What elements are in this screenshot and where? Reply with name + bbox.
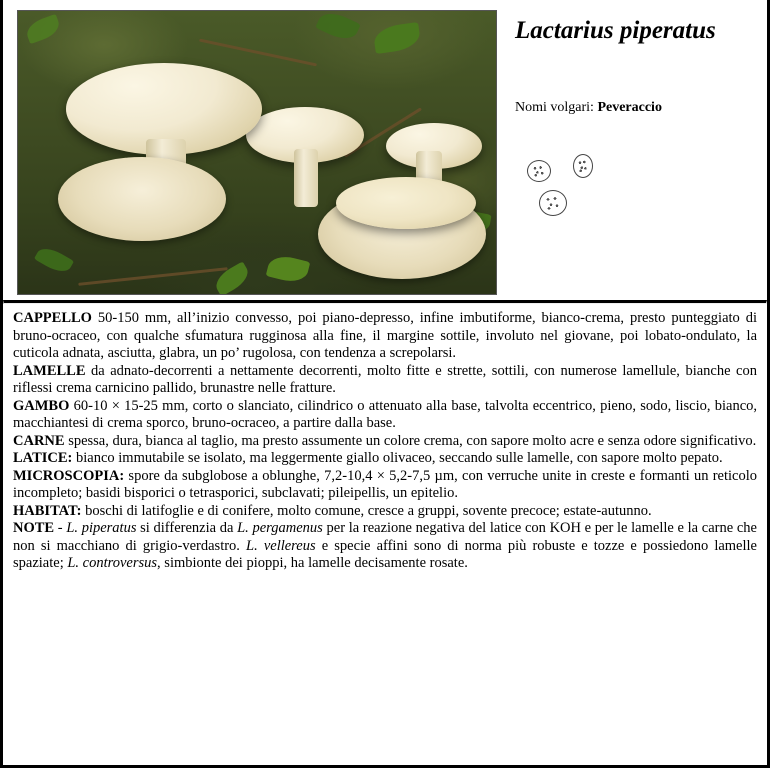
description-text: bianco immutabile se isolato, ma leggermente giallo olivaceo, seccando sulle lamelle, con sapore molto pepato.: [72, 450, 723, 466]
description-paragraph: [13, 468, 757, 503]
note-seg: e specie affini sono di norma più robuste e tozze e possiedono lamelle spaziate;: [13, 537, 757, 571]
leaf-decoration: [266, 253, 311, 286]
spore-drawing: [539, 190, 567, 216]
title-block: [515, 10, 765, 244]
note-paragraph: [13, 520, 757, 573]
leaf-decoration: [372, 22, 421, 54]
common-name-value: Peveraccio: [597, 100, 662, 115]
twig-decoration: [199, 39, 317, 67]
description-text: 50-150 mm, all’inizio convesso, poi piano-depresso, infine imbutiforme, bianco-crema, presto punteggiato di bruno-ocraceo, con qualche sfumatura rugginosa alla fine, il margine sottile, involuto nel giovane, poi lobato-ondulato, la cuticola adnata, asciutta, glabra, un po’ rugolosa, con tendenza a screpolarsi.: [13, 310, 757, 361]
description-paragraph: [13, 310, 757, 363]
photo-background: [18, 11, 496, 294]
description-text: spore da subglobose a oblunghe, 7,2-10,4 × 5,2-7,5 µm, con verruche unite in creste e formanti un reticolo incompleto; basidi bisporici o tetrasporici, subclavati; pileipellis, un epitelio.: [13, 467, 757, 501]
note-species: L. controversus: [67, 555, 158, 571]
page-title: Lactarius piperatus: [515, 17, 716, 44]
note-species: L. pergamenus: [237, 520, 323, 536]
mushroom-stem: [294, 149, 318, 207]
mushroom-gills: [58, 157, 226, 241]
description-label: LATICE:: [13, 450, 73, 466]
description-text: 60-10 × 15-25 mm, corto o slanciato, cilindrico o attenuato alla base, talvolta eccentrico, pieno, sodo, liscio, bianco, macchiantesi di crema sporco, bruno-ocraceo, a partire dalla base.: [13, 397, 757, 431]
description-text: da adnato-decorrenti a nettamente decorrenti, molto fitte e strette, sottili, con numerose lamellule, bianche con riflessi crema carnicino pallido, brunastre nelle fratture.: [13, 362, 757, 396]
description-paragraph: [13, 398, 757, 433]
header-section: [3, 0, 767, 300]
note-species: L. vellereus: [246, 537, 316, 554]
common-name-label: Nomi volgari:: [515, 100, 594, 115]
description-label: HABITAT:: [13, 502, 82, 519]
note-seg: , simbionte dei pioppi, ha lamelle decisamente rosate.: [157, 555, 468, 571]
description-label: MICROSCOPIA:: [13, 467, 125, 484]
spore-illustrations: [515, 154, 745, 244]
description-paragraph: [13, 450, 757, 468]
note-species: L. piperatus: [66, 520, 137, 536]
note-seg: si differenzia da: [136, 520, 238, 536]
common-name-line: [515, 100, 765, 116]
spore-drawing: [527, 160, 551, 182]
species-photo: [17, 10, 497, 295]
description-section: [3, 304, 767, 573]
description-label: CARNE: [13, 432, 65, 449]
leaf-decoration: [315, 10, 361, 44]
leaf-decoration: [211, 261, 252, 295]
description-label: LAMELLE: [13, 362, 86, 379]
description-paragraph: [13, 433, 757, 451]
leaf-decoration: [24, 14, 63, 44]
note-label: NOTE: [13, 520, 55, 536]
description-paragraph: [13, 363, 757, 398]
leaf-decoration: [34, 243, 74, 277]
description-text: boschi di latifoglie e di conifere, molto comune, cresce a gruppi, sovente precoce; estate-autunno.: [81, 502, 652, 519]
mushroom-cap: [336, 177, 476, 229]
twig-decoration: [78, 267, 227, 286]
description-paragraph: [13, 503, 757, 521]
spore-drawing: [573, 154, 593, 178]
description-label: CAPPELLO: [13, 310, 92, 326]
description-text: spessa, dura, bianca al taglio, ma presto assumente un colore crema, con sapore molto acre e senza odore significativo.: [64, 432, 757, 449]
note-seg: -: [54, 520, 67, 536]
note-seg: per la reazione negativa del latice con KOH e per le lamelle e la carne che non si macchiano di grigio-verdastro.: [13, 520, 757, 554]
description-label: GAMBO: [13, 397, 70, 414]
